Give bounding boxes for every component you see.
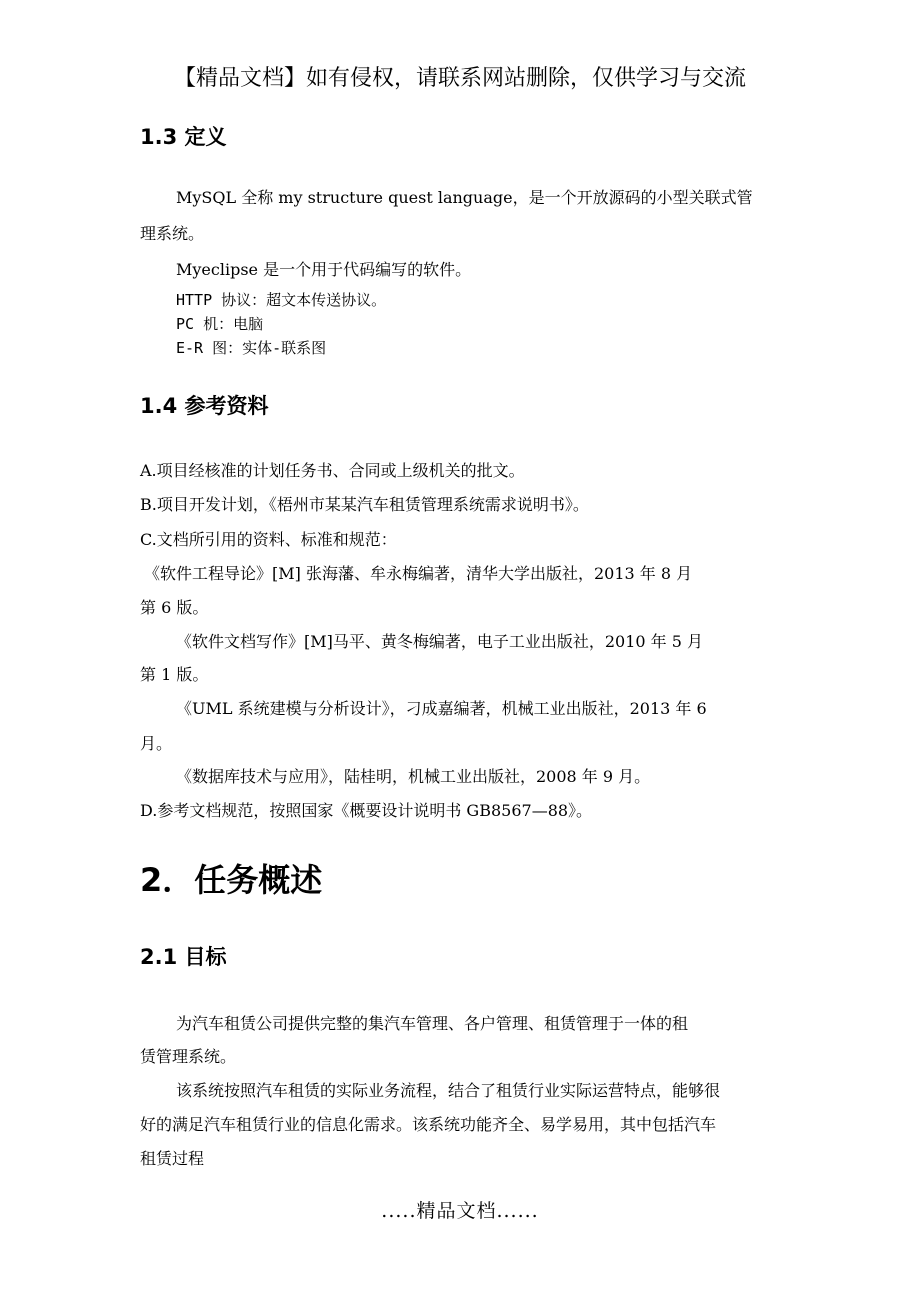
- reference-item-1-line-2: 第 6 版。: [140, 598, 209, 617]
- reference-d: D.参考文档规范，按照国家《概要设计说明书 GB8567—88》。: [140, 801, 593, 820]
- reference-item-1-line-1: 《软件工程导论》[M] 张海藩、牟永梅编著，清华大学出版社，2013 年 8 月: [144, 564, 693, 583]
- footer-watermark: .....精品文档......: [381, 1200, 539, 1222]
- myeclipse-definition: Myeclipse 是一个用于代码编写的软件。: [176, 260, 472, 279]
- http-definition: HTTP 协议：超文本传送协议。: [176, 291, 387, 309]
- pc-definition: PC 机：电脑: [176, 315, 264, 333]
- reference-item-2-line-2: 第 1 版。: [140, 665, 209, 684]
- section-heading-1-4: 1.4 参考资料: [140, 394, 269, 418]
- reference-item-3-line-2: 月。: [140, 734, 173, 753]
- mysql-definition-line-1: MySQL 全称 my structure quest language，是一个开放源码的小型关联式管: [176, 188, 753, 207]
- chapter-heading-2: 2．任务概述: [140, 861, 323, 899]
- reference-c: C.文档所引用的资料、标准和规范：: [140, 530, 397, 549]
- reference-a: A.项目经核准的计划任务书、合同或上级机关的批文。: [140, 461, 525, 480]
- goal-paragraph-1-line-1: 为汽车租赁公司提供完整的集汽车管理、各户管理、租赁管理于一体的租: [176, 1014, 689, 1033]
- reference-item-4: 《数据库技术与应用》，陆桂明，机械工业出版社，2008 年 9 月。: [176, 767, 651, 786]
- watermark-banner: 【精品文档】如有侵权，请联系网站删除，仅供学习与交流: [173, 66, 746, 91]
- goal-paragraph-2-line-2: 好的满足汽车租赁行业的信息化需求。该系统功能齐全、易学易用，其中包括汽车: [140, 1115, 717, 1134]
- reference-item-3-line-1: 《UML 系统建模与分析设计》，刁成嘉编著，机械工业出版社，2013 年 6: [176, 699, 707, 718]
- mysql-definition-line-2: 理系统。: [140, 224, 205, 243]
- er-definition: E-R 图：实体-联系图: [176, 339, 327, 357]
- section-heading-2-1: 2.1 目标: [140, 945, 227, 969]
- reference-item-2-line-1: 《软件文档写作》[M]马平、黄冬梅编著，电子工业出版社，2010 年 5 月: [176, 632, 704, 651]
- reference-b: B.项目开发计划，《梧州市某某汽车租赁管理系统需求说明书》。: [140, 495, 589, 514]
- goal-paragraph-2-line-1: 该系统按照汽车租赁的实际业务流程，结合了租赁行业实际运营特点，能够很: [176, 1081, 721, 1100]
- goal-paragraph-2-line-3: 租赁过程: [140, 1149, 205, 1168]
- goal-paragraph-1-line-2: 赁管理系统。: [140, 1047, 237, 1066]
- section-heading-1-3: 1.3 定义: [140, 125, 227, 149]
